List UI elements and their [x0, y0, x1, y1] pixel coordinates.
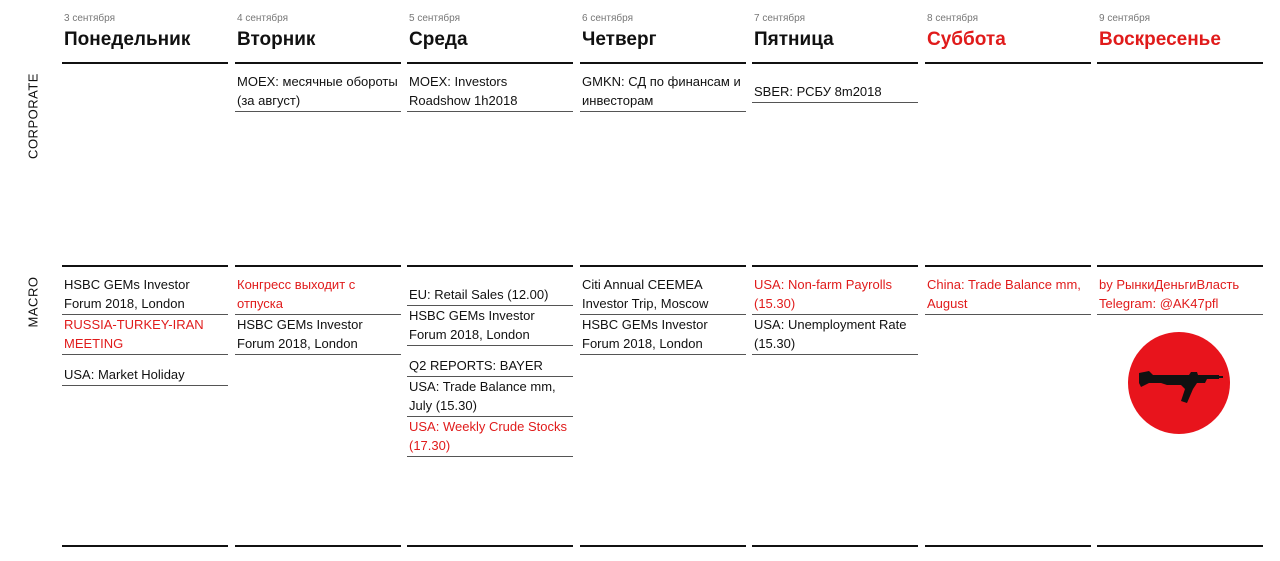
- corporate-events: [752, 72, 918, 103]
- bottom-rule: [62, 545, 228, 547]
- event-item: China: Trade Balance mm, August: [925, 275, 1091, 315]
- macro-rule: [407, 265, 573, 267]
- day-date: 8 сентября: [927, 13, 979, 24]
- macro-events: [235, 275, 401, 355]
- event-item: USA: Trade Balance mm, July (15.30): [407, 377, 573, 417]
- header-rule: [752, 62, 918, 64]
- event-item: MOEX: месячные обороты (за август): [235, 72, 401, 112]
- header-rule: [925, 62, 1091, 64]
- bottom-rule: [235, 545, 401, 547]
- event-item: Конгресс выходит с отпуска: [235, 275, 401, 315]
- day-date: 4 сентября: [237, 13, 289, 24]
- macro-events: [752, 275, 918, 355]
- section-label-corporate: CORPORATE: [25, 73, 41, 159]
- day-name: Воскресенье: [1099, 29, 1221, 50]
- event-item: USA: Non-farm Payrolls (15.30): [752, 275, 918, 315]
- day-name: Среда: [409, 29, 468, 50]
- macro-events: [925, 275, 1091, 315]
- event-item: EU: Retail Sales (12.00): [407, 275, 573, 306]
- event-item: USA: Weekly Crude Stocks (17.30): [407, 417, 573, 457]
- day-name: Вторник: [237, 29, 316, 50]
- event-item: USA: Unemployment Rate (15.30): [752, 315, 918, 355]
- day-date: 7 сентября: [754, 13, 806, 24]
- day-column-friday: [752, 0, 918, 561]
- macro-rule: [235, 265, 401, 267]
- rifle-icon: [1127, 331, 1231, 435]
- corporate-events: [235, 72, 401, 112]
- day-column-tuesday: [235, 0, 401, 561]
- macro-rule: [580, 265, 746, 267]
- day-column-saturday: [925, 0, 1091, 561]
- day-date: 6 сентября: [582, 13, 634, 24]
- day-date: 9 сентября: [1099, 13, 1151, 24]
- corporate-events: [407, 72, 573, 112]
- event-item: GMKN: СД по финансам и инвесторам: [580, 72, 746, 112]
- macro-rule: [62, 265, 228, 267]
- macro-events: [407, 275, 573, 457]
- event-item: Q2 REPORTS: BAYER: [407, 346, 573, 377]
- macro-events: [1097, 275, 1263, 315]
- event-item: USA: Market Holiday: [62, 355, 228, 386]
- macro-rule: [925, 265, 1091, 267]
- bottom-rule: [1097, 545, 1263, 547]
- macro-rule: [752, 265, 918, 267]
- day-column-sunday: [1097, 0, 1263, 561]
- day-name: Четверг: [582, 29, 657, 50]
- day-name: Суббота: [927, 29, 1006, 50]
- event-item: RUSSIA-TURKEY-IRAN MEETING: [62, 315, 228, 355]
- event-item: HSBC GEMs Investor Forum 2018, London: [62, 275, 228, 315]
- macro-events: [62, 275, 228, 386]
- event-item: HSBC GEMs Investor Forum 2018, London: [407, 306, 573, 346]
- header-rule: [407, 62, 573, 64]
- event-item: HSBC GEMs Investor Forum 2018, London: [580, 315, 746, 355]
- event-item: HSBC GEMs Investor Forum 2018, London: [235, 315, 401, 355]
- day-date: 5 сентября: [409, 13, 461, 24]
- day-name: Пятница: [754, 29, 834, 50]
- day-column-thursday: [580, 0, 746, 561]
- header-rule: [580, 62, 746, 64]
- day-date: 3 сентября: [64, 13, 116, 24]
- event-item: MOEX: Investors Roadshow 1h2018: [407, 72, 573, 112]
- header-rule: [235, 62, 401, 64]
- event-item: SBER: РСБУ 8m2018: [752, 72, 918, 103]
- event-item: Citi Annual CEEMEA Investor Trip, Moscow: [580, 275, 746, 315]
- bottom-rule: [580, 545, 746, 547]
- bottom-rule: [407, 545, 573, 547]
- header-rule: [1097, 62, 1263, 64]
- header-rule: [62, 62, 228, 64]
- day-column-wednesday: [407, 0, 573, 561]
- day-name: Понедельник: [64, 29, 191, 50]
- section-label-macro: MACRO: [25, 276, 41, 328]
- bottom-rule: [925, 545, 1091, 547]
- event-item: by РынкиДеньгиВласть Telegram: @AK47pfl: [1097, 275, 1263, 315]
- day-column-monday: [62, 0, 228, 561]
- macro-events: [580, 275, 746, 355]
- bottom-rule: [752, 545, 918, 547]
- macro-rule: [1097, 265, 1263, 267]
- corporate-events: [580, 72, 746, 112]
